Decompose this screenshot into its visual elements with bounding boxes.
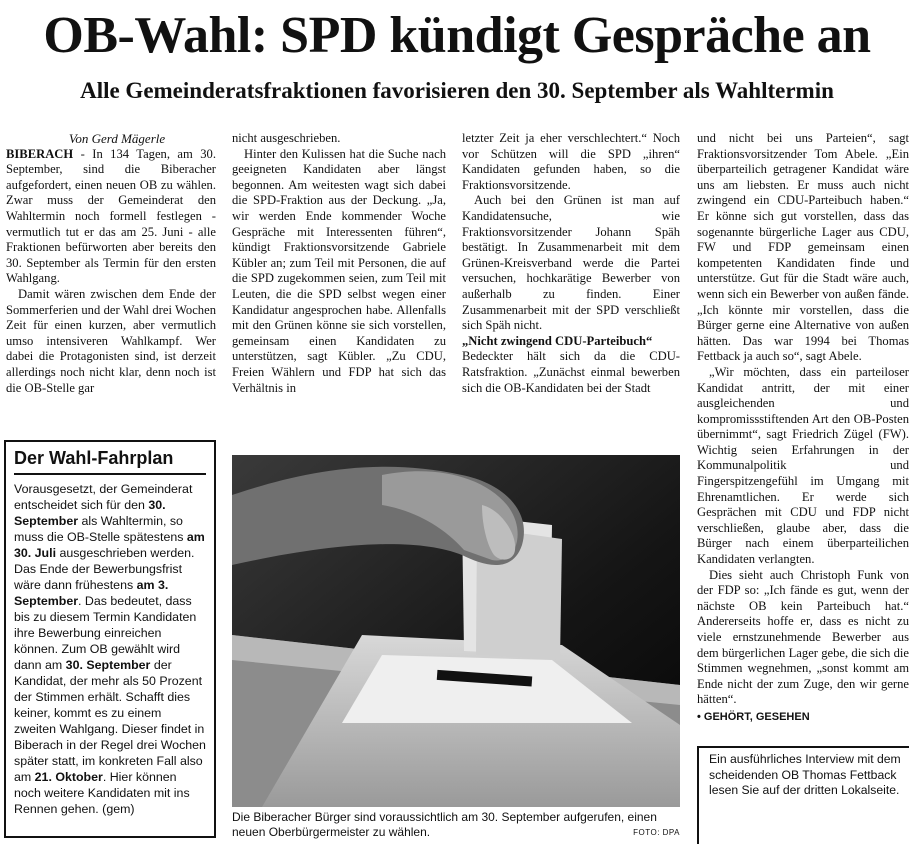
info-date: 21. Oktober — [34, 770, 103, 784]
paragraph — [6, 147, 216, 287]
info-date: am 30. Juli — [14, 530, 205, 560]
column-2 — [232, 131, 446, 396]
column-3 — [462, 131, 680, 396]
info-date: am 3. September — [14, 578, 169, 608]
subheadline: Alle Gemeinderatsfraktionen favorisieren den 30. September als Wahltermin — [80, 78, 834, 103]
info-text: . Das bedeutet, dass bis zu diesem Termin Kandidaten ihre Bewerbung einreichen können. Zum OB gewählt wird dann am — [14, 594, 197, 672]
info-text: als Wahltermin, so muss die OB-Stelle spätestens — [14, 514, 187, 544]
ballot-box-image — [232, 455, 680, 807]
section-tag: • GEHÖRT, GESEHEN — [697, 710, 810, 723]
info-box-wahl-fahrplan — [4, 440, 216, 838]
caption-text: Die Biberacher Bürger sind voraussichtlich am 30. September aufgerufen, einen neuen Oberbürgermeister zu wählen. — [232, 810, 657, 839]
headline: OB-Wahl: SPD kündigt Gespräche an — [43, 7, 871, 64]
photo-caption — [232, 810, 680, 840]
info-box-text — [14, 481, 206, 817]
paragraph: Dies sieht auch Christoph Funk von der FDP so: „Ich fände es gut, wenn der nächste OB kein Parteibuch hat.“ Andererseits hoffe er, dass es nicht zu viele ernstzunehmende Bewerber aus dem bürgerlichen Lager gebe, die sich die Stimmen wegnehmen, „sonst kommt am Ende nicht der zum Zuge, den wir gerne hätten“. — [697, 567, 909, 707]
paragraph: „Wir möchten, dass ein parteiloser Kandidat antritt, der mit einer ausgleichenden und kompromissstiftenden Art den OB-Posten übernimmt“, sagt Friedrich Zügel (FW). Wichtig seien Erfahrungen in der Kommunalpolitik und Fingerspitzengefühl im Umgang mit Ehrenamtlichen. Er werde sich Gesprächen mit CDU und FDP nicht verschließen, glaube aber, dass die Bürger nach einem überparteilichen Kandidaten verlangten. — [697, 364, 909, 567]
reference-box: Ein ausführliches Interview mit dem scheidenden OB Thomas Fettback lesen Sie auf der dritten Lokalseite. — [697, 746, 909, 844]
info-date: 30. September — [14, 498, 166, 528]
info-text: Vorausgesetzt, der Gemeinderat entscheidet sich für den — [14, 482, 193, 512]
paragraph: Auch bei den Grünen ist man auf Kandidatensuche, wie Fraktionsvorsitzender Johann Späh bestätigt. In Zusammenarbeit mit dem Grünen-Kreisverband werde die Partei versuchen, hochkarätige Bewerber von außerhalb zu finden. Einer Zusammenarbeit mit der SPD verschließt sich Späh nicht. — [462, 193, 680, 333]
dateline: BIBERACH — [6, 146, 74, 161]
paragraph: und nicht bei uns Parteien“, sagt Fraktionsvorsitzender Tom Abele. „Ein überparteilich getragener Kandidat wäre uns am liebsten. Er muss auch nicht zwingend ein CDU-Parteibuch haben.“ Er könne sich gut vorstellen, dass das sogenannte bürgerliche Lager aus CDU, FW und FDP gemeinsam einen kompetenten Kandidaten finde und unterstütze. Gut für die Stadt wäre auch, wenn sich ein Bewerber von außen fände. „Ich könnte mir vorstellen, dass die Bürger gerne eine Alternative von außen hätten. Das war 1994 bei Thomas Fettback ja auch so“, sagt Abele. — [697, 131, 909, 364]
ballot-photo — [232, 455, 680, 807]
column-1 — [6, 131, 216, 396]
paragraph-text: - In 134 Tagen, am 30. September, sind die Biberacher aufgefordert, einen neuen OB zu wählen. Zwar muss der Gemeinderat den Wahltermin noch formell festlegen - vermutlich tut er das am 25. Juni - alle Fraktionen befürworten aber bereits den 30. September als Termin für den ersten Wahlgang. — [6, 146, 216, 286]
info-text: . Hier können noch weitere Kandidaten mit ins Rennen gehen. (gem) — [14, 770, 190, 816]
paragraph: Bedeckter hält sich da die CDU-Ratsfraktion. „Zunächst einmal bewerben sich die OB-Kandidaten bei der Stadt — [462, 349, 680, 395]
divider — [14, 473, 206, 475]
paragraph: Damit wären zwischen dem Ende der Sommerferien und der Wahl drei Wochen Zeit für einen kurzen, aber vermutlich umso intensiveren Wahlkampf. Wer dabei die Protagonisten sind, ist derzeit allerdings noch nicht klar, denn noch ist die OB-Stelle gar — [6, 286, 216, 395]
section-subheading: „Nicht zwingend CDU-Parteibuch“ — [462, 333, 653, 348]
info-text: der Kandidat, der mehr als 50 Prozent der Stimmen erhält. Schafft dies keiner, kommt es zu einem zweiten Wahlgang. Dieser findet in Biberach in der Regel drei Wochen später statt, im konkreten Fall also am — [14, 658, 206, 784]
info-text: ausgeschrieben werden. Das Ende der Bewerbungsfrist wäre dann frühestens — [14, 546, 195, 592]
byline: Von Gerd Mägerle — [68, 131, 166, 146]
info-date: 30. September — [65, 658, 151, 672]
paragraph: Hinter den Kulissen hat die Suche nach geeigneten Kandidaten aber längst begonnen. Am weitesten wagt sich dabei die SPD-Fraktion aus der Deckung. „Ja, wir werden Ende kommender Woche Gespräche mit Interessenten führen“, kündigt Fraktionsvorsitzende Gabriele Kübler an; zum Teil mit Personen, die auf die SPD zugekommen seien, zum Teil mit Leuten, die die SPD selbst wegen einer Kandidatur angesprochen habe. Allenfalls mit den Grünen könne sie sich vorstellen, gemeinsam einen Kandidaten zu unterstützen, sagt Kübler. „Zu CDU, Freien Wählern und FDP hat sich das Verhältnis in — [232, 146, 446, 395]
photo-credit: FOTO: DPA — [633, 828, 680, 837]
info-box-title: Der Wahl-Fahrplan — [14, 448, 174, 468]
paragraph: letzter Zeit ja eher verschlechtert.“ Noch vor Schützen will die SPD „ihren“ Kandidaten gefunden haben, so die Fraktionsvorsitzende. — [462, 131, 680, 192]
column-4 — [697, 131, 909, 726]
paragraph: nicht ausgeschrieben. — [232, 131, 341, 145]
